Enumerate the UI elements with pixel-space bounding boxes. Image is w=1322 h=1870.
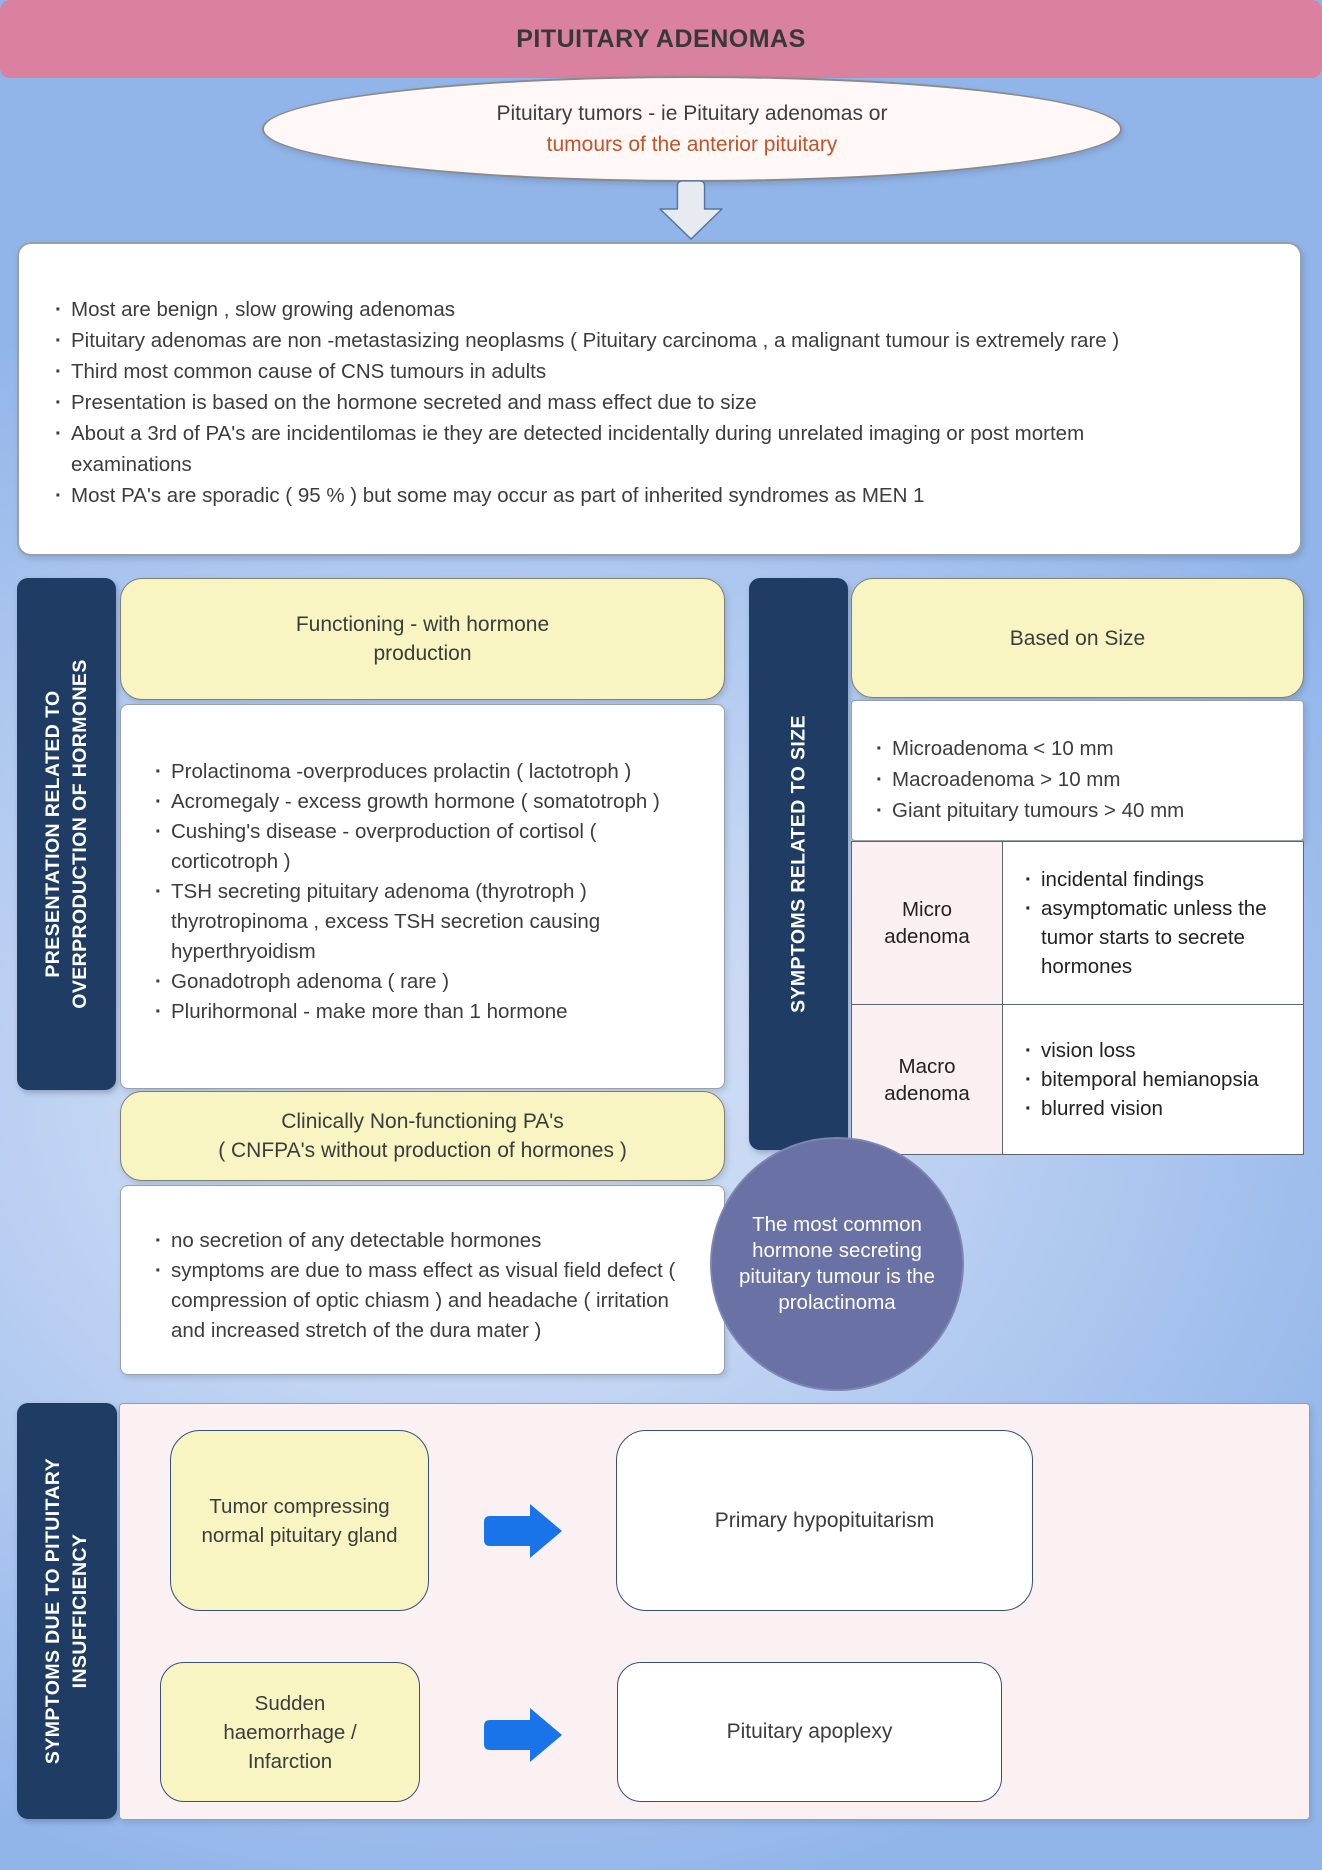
bullet-item: · Plurihormonal - make more than 1 hormone (149, 997, 690, 1027)
nonfunctioning-title-line1: Clinically Non-functioning PA's (281, 1110, 564, 1133)
prolactinoma-callout (710, 1137, 964, 1391)
sidebar-presentation-line1: PRESENTATION RELATED TO (41, 690, 64, 978)
based-on-size-header-box (851, 578, 1304, 698)
table-cell-micro-content (1003, 842, 1303, 1005)
functioning-title-line1: Functioning - with hormone (295, 613, 550, 636)
bullet-item: · Microadenoma < 10 mm (870, 733, 1293, 764)
bullet-item: · asymptomatic unless the tumor starts to secrete hormones (1019, 894, 1295, 981)
bullet-item: · Gonadotroph adenoma ( rare ) (149, 967, 690, 997)
cause-box-haemorrhage: Sudden haemorrhage / Infarction (160, 1662, 420, 1802)
nonfunctioning-header-box (120, 1091, 725, 1181)
macro-bullets (1019, 1036, 1259, 1123)
intro-ellipse (262, 76, 1122, 182)
bullet-item: · Cushing's disease - overproduction of cortisol ( corticotroph ) (149, 817, 690, 877)
effect-box-hypopituitarism: Primary hypopituitarism (616, 1430, 1033, 1611)
bullet-item: · blurred vision (1019, 1094, 1259, 1123)
size-list-box (851, 700, 1304, 841)
bullet-item: · incidental findings (1019, 865, 1295, 894)
bullet-item: · Acromegaly - excess growth hormone ( somatotroph ) (149, 787, 690, 817)
bullet-item: · TSH secreting pituitary adenoma (thyrotroph ) thyrotropinoma , excess TSH secretion causing hyperthryoidism (149, 877, 690, 967)
right-arrow-icon (482, 1502, 564, 1560)
sidebar-insufficiency-label (40, 1458, 94, 1764)
bullet-item: · Most PA's are sporadic ( 95 % ) but some may occur as part of inherited syndromes as MEN 1 (49, 480, 1210, 511)
nonfunctioning-title-line2: ( CNFPA's without production of hormones ) (218, 1139, 627, 1162)
bullet-item: · vision loss (1019, 1036, 1259, 1065)
functioning-bullets (149, 757, 690, 1027)
overview-box (17, 242, 1302, 556)
sidebar-insufficiency (17, 1403, 117, 1819)
nonfunctioning-list-box (120, 1185, 725, 1375)
bullet-item: · Giant pituitary tumours > 40 mm (870, 795, 1293, 826)
sidebar-size-line1: SYMPTOMS RELATED TO SIZE (787, 715, 809, 1013)
overview-bullets (49, 294, 1210, 511)
functioning-list-box (120, 704, 725, 1089)
bullet-item: · Prolactinoma -overproduces prolactin ( lactotroph ) (149, 757, 690, 787)
ellipse-line2: tumours of the anterior pituitary (546, 132, 838, 156)
sidebar-insufficiency-line2: INSUFFICIENCY (69, 1533, 91, 1689)
micro-bullets (1019, 865, 1295, 981)
bullet-item: · Most are benign , slow growing adenomas (49, 294, 1210, 325)
sidebar-symptoms-size (749, 578, 848, 1150)
table-cell-micro-label: Micro adenoma (852, 842, 1003, 1005)
sidebar-presentation-hormones (17, 578, 116, 1090)
title-bar (0, 0, 1322, 78)
based-on-size-title: Based on Size (1009, 626, 1146, 650)
page-title: PITUITARY ADENOMAS (516, 24, 806, 53)
sidebar-presentation-label (40, 659, 94, 1009)
prolactinoma-callout-text: The most common hormone secreting pituitary tumour is the prolactinoma (739, 1213, 935, 1314)
bullet-item: · bitemporal hemianopsia (1019, 1065, 1259, 1094)
bullet-item: · symptoms are due to mass effect as visual field defect ( compression of optic chiasm ) and headache ( irritation and increased stretch of the dura mater ) (149, 1256, 690, 1346)
nonfunctioning-bullets (149, 1226, 690, 1346)
bullet-item: · Third most common cause of CNS tumours in adults (49, 356, 1210, 387)
ellipse-line1: Pituitary tumors - ie Pituitary adenomas or (496, 101, 888, 125)
table-cell-macro-content (1003, 1005, 1303, 1154)
cause-box-tumor-compressing: Tumor compressing normal pituitary gland (170, 1430, 429, 1611)
functioning-title-line2: production (373, 642, 472, 665)
bullet-item: · Presentation is based on the hormone secreted and mass effect due to size (49, 387, 1210, 418)
sidebar-size-label (785, 715, 812, 1013)
bullet-item: · About a 3rd of PA's are incidentilomas ie they are detected incidentally during unrelated imaging or post mortem examinations (49, 418, 1210, 480)
down-arrow-icon (657, 179, 725, 241)
size-bullets (870, 733, 1293, 826)
table-cell-macro-label: Macro adenoma (852, 1005, 1003, 1154)
effect-box-apoplexy: Pituitary apoplexy (617, 1662, 1002, 1802)
bullet-item: · Pituitary adenomas are non -metastasizing neoplasms ( Pituitary carcinoma , a malignant tumour is extremely rare ) (49, 325, 1210, 356)
functioning-header-box (120, 578, 725, 700)
size-table (851, 841, 1304, 1155)
right-arrow-icon (482, 1706, 564, 1764)
sidebar-presentation-line2: OVERPRODUCTION OF HORMONES (68, 659, 91, 1009)
bullet-item: · no secretion of any detectable hormones (149, 1226, 690, 1256)
bullet-item: · Macroadenoma > 10 mm (870, 764, 1293, 795)
sidebar-insufficiency-line1: SYMPTOMS DUE TO PITUITARY (42, 1457, 64, 1765)
